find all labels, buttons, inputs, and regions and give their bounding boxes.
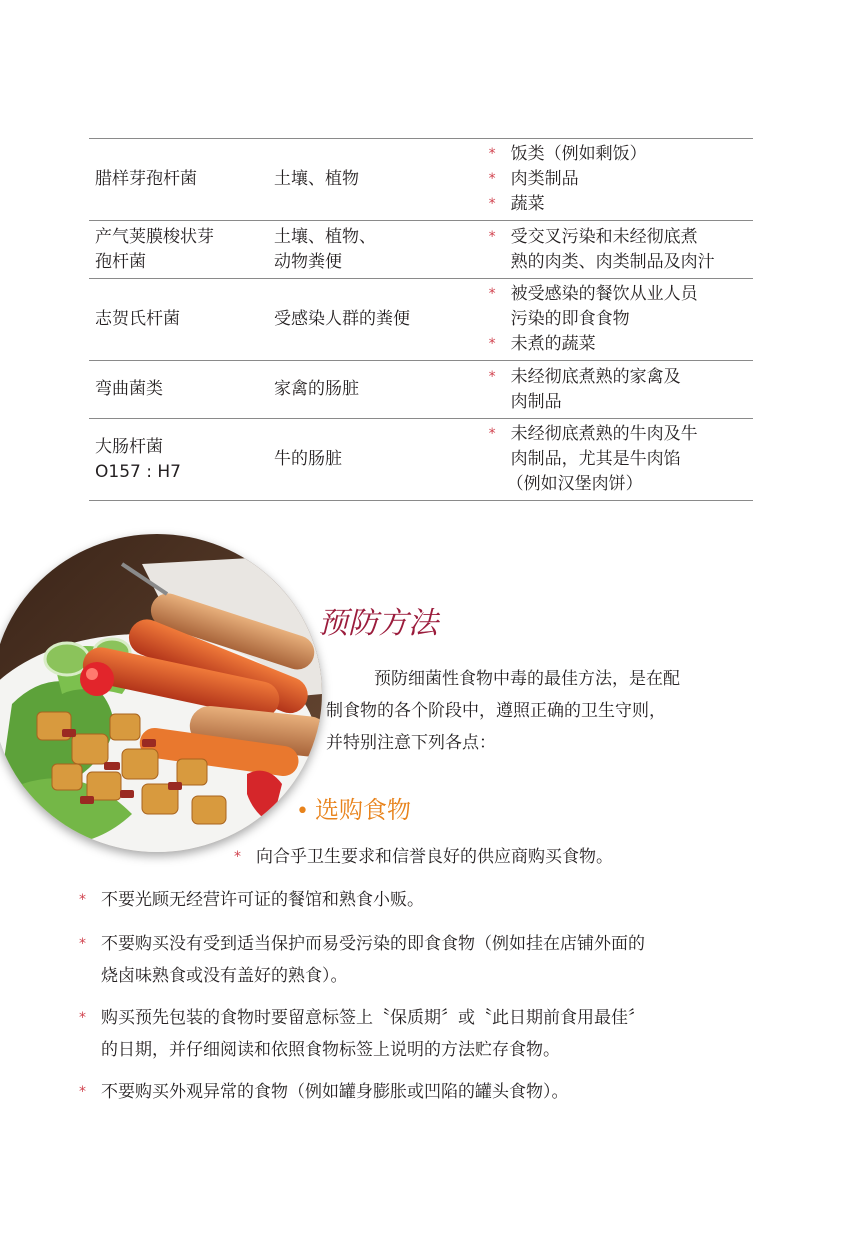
intro-line: 预防细菌性食物中毒的最佳方法，是在配 xyxy=(374,669,680,689)
bullet-text: 向合乎卫生要求和信誉良好的供应商购买食物。 xyxy=(256,847,613,867)
source-cell xyxy=(274,221,489,279)
food-text: 未经彻底煮熟的家禽及 xyxy=(510,366,681,387)
food-item xyxy=(489,142,753,167)
bacteria-name: 孢杆菌 xyxy=(95,251,146,272)
bacteria-cell xyxy=(89,221,274,279)
bacteria-cell xyxy=(89,361,274,419)
bacteria-name: 大肠杆菌 xyxy=(95,436,163,457)
table-row xyxy=(89,361,753,419)
bacteria-cell xyxy=(89,139,274,221)
food-cell xyxy=(489,139,753,221)
food-cell xyxy=(489,221,753,279)
food-text: 未煮的蔬菜 xyxy=(510,334,596,354)
food-text: 饭类（例如剩饭） xyxy=(510,144,647,164)
source-text: 家禽的肠脏 xyxy=(273,379,359,399)
food-text: 肉制品 xyxy=(510,391,562,412)
asterisk-icon: * xyxy=(488,286,496,302)
food-text: （例如汉堡肉饼） xyxy=(506,474,643,494)
table-row xyxy=(89,139,753,221)
source-text: 土壤、植物、 xyxy=(273,226,376,247)
food-cell xyxy=(489,361,753,419)
food-photo xyxy=(0,534,322,852)
section-title: 预防方法 xyxy=(318,606,438,641)
food-item xyxy=(489,192,753,217)
source-cell xyxy=(274,361,489,419)
source-cell xyxy=(274,139,489,221)
bacteria-name: 腊样芽孢杆菌 xyxy=(95,169,197,189)
food-text: 被受感染的餐饮从业人员 xyxy=(510,284,698,304)
bullet-text: 不要购买没有受到适当保护而易受污染的即食食物（例如挂在店铺外面的 xyxy=(101,934,645,954)
bullet-item xyxy=(79,884,424,916)
table-row xyxy=(89,279,753,361)
food-item xyxy=(489,332,753,357)
food-text: 蔬菜 xyxy=(510,194,545,214)
bacteria-name: 志贺氏杆菌 xyxy=(95,309,180,329)
source-text: 受感染人群的粪便 xyxy=(273,309,410,329)
asterisk-icon: * xyxy=(79,1084,86,1100)
bullet-item xyxy=(234,841,613,873)
subsection-title xyxy=(296,790,411,825)
asterisk-icon: * xyxy=(488,171,496,187)
asterisk-icon: * xyxy=(488,196,496,212)
food-text: 肉类制品 xyxy=(510,169,579,189)
intro-line: 制食物的各个阶段中，遵照正确的卫生守则， xyxy=(326,701,666,721)
food-item xyxy=(489,422,753,472)
source-text: 土壤、植物 xyxy=(273,169,359,189)
food-text: 熟的肉类、肉类制品及肉汁 xyxy=(510,251,715,272)
asterisk-icon: * xyxy=(488,336,496,352)
food-cell xyxy=(489,419,753,501)
asterisk-icon: * xyxy=(488,146,496,162)
bullet-item xyxy=(79,928,645,992)
asterisk-icon: * xyxy=(79,936,86,952)
source-text: 动物粪便 xyxy=(273,251,342,272)
food-item xyxy=(489,365,753,415)
bacteria-name: O157 : H7 xyxy=(95,461,181,482)
asterisk-icon: * xyxy=(234,849,241,865)
bacteria-cell xyxy=(89,279,274,361)
bullet-text: 不要购买外观异常的食物（例如罐身膨胀或凹陷的罐头食物）。 xyxy=(101,1082,569,1102)
bacteria-name: 产气荚膜梭状芽 xyxy=(95,226,214,247)
bullet-dot-icon: • xyxy=(296,799,309,824)
bullet-item xyxy=(79,1002,645,1066)
source-cell xyxy=(274,419,489,501)
bacteria-table xyxy=(89,138,753,501)
intro-paragraph xyxy=(326,663,756,759)
bullet-text: 购买预先包装的食物时要留意标签上〝保质期〞或〝此日期前食用最佳〞 xyxy=(101,1008,645,1028)
food-text: 污染的即食食物 xyxy=(510,309,630,329)
food-item xyxy=(489,282,753,332)
intro-line: 并特别注意下列各点： xyxy=(326,733,496,753)
asterisk-icon: * xyxy=(79,892,86,908)
bullet-text: 不要光顾无经营许可证的餐馆和熟食小贩。 xyxy=(101,890,424,910)
table-row xyxy=(89,221,753,279)
asterisk-icon: * xyxy=(79,1010,86,1026)
food-item xyxy=(489,167,753,192)
bullet-text: 的日期，并仔细阅读和依照食物标签上说明的方法贮存食物。 xyxy=(101,1040,560,1060)
food-text: 肉制品，尤其是牛肉馅 xyxy=(510,449,681,469)
subsection-title-text: 选购食物 xyxy=(314,796,411,824)
bullet-text: 烧卤味熟食或没有盖好的熟食）。 xyxy=(101,966,348,986)
source-text: 牛的肠脏 xyxy=(273,449,342,469)
source-cell xyxy=(274,279,489,361)
sausage-plate-illustration xyxy=(0,534,322,852)
asterisk-icon: * xyxy=(488,426,496,442)
bacteria-cell xyxy=(89,419,274,501)
asterisk-icon: * xyxy=(488,228,496,245)
bullet-item xyxy=(79,1076,569,1108)
asterisk-icon: * xyxy=(488,368,496,385)
food-text: 受交叉污染和未经彻底煮 xyxy=(510,226,698,247)
food-item xyxy=(489,225,753,275)
food-cell xyxy=(489,279,753,361)
food-text: 未经彻底煮熟的牛肉及牛 xyxy=(510,424,698,444)
table-row xyxy=(89,419,753,501)
bacteria-name: 弯曲菌类 xyxy=(95,379,163,399)
